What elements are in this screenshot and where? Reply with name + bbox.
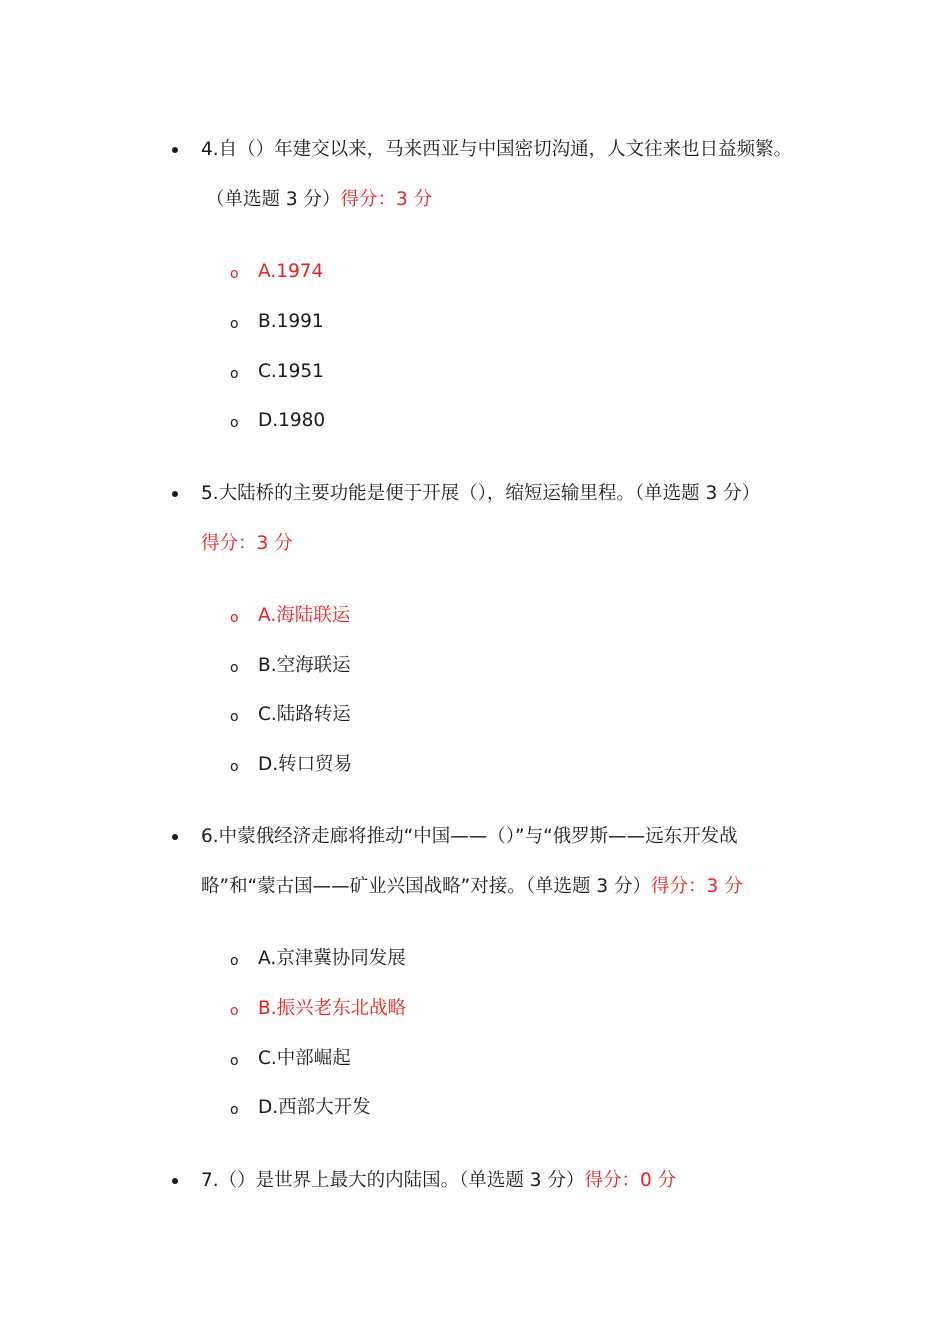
bullet-icon: [170, 137, 180, 163]
option-label: D.转口贸易: [258, 754, 353, 775]
option-b[interactable]: [0, 996, 950, 1022]
option-c[interactable]: [0, 702, 950, 728]
circle-bullet-icon: o: [230, 1053, 239, 1069]
option-label: B.振兴老东北战略: [258, 998, 407, 1019]
option-b[interactable]: [0, 653, 950, 679]
circle-bullet-icon: o: [230, 415, 239, 431]
question-text: 5.大陆桥的主要功能是便于开展（），缩短运输里程。（单选题 3 分）: [201, 483, 761, 504]
circle-bullet-icon: o: [230, 610, 239, 626]
question-score: 得分：3 分: [651, 876, 743, 897]
circle-bullet-icon: o: [230, 316, 239, 332]
circle-bullet-icon: o: [230, 366, 239, 382]
option-label: D.1980: [258, 410, 326, 431]
option-a[interactable]: [0, 603, 950, 629]
question-text-cont: 略”和“蒙古国——矿业兴国战略”对接。（单选题 3 分）: [201, 876, 652, 897]
circle-bullet-icon: o: [230, 660, 239, 676]
circle-bullet-icon: o: [230, 709, 239, 725]
circle-bullet-icon: o: [230, 266, 239, 282]
option-a[interactable]: [0, 946, 950, 972]
option-a[interactable]: [0, 259, 950, 285]
option-label: B.空海联运: [258, 655, 351, 676]
option-label: B.1991: [258, 311, 324, 332]
question-score: 得分：3 分: [340, 189, 433, 210]
option-c[interactable]: [0, 1046, 950, 1072]
circle-bullet-icon: o: [230, 1102, 239, 1118]
question-meta: [201, 874, 743, 900]
option-label: C.1951: [258, 361, 324, 382]
question-type: （单选题 3 分）: [206, 189, 341, 210]
circle-bullet-icon: o: [230, 759, 239, 775]
option-label: A.京津冀协同发展: [258, 948, 406, 969]
circle-bullet-icon: o: [230, 1003, 239, 1019]
option-c[interactable]: [0, 359, 950, 385]
question-text: 6.中蒙俄经济走廊将推动“中国——（）”与“俄罗斯——远东开发战: [201, 826, 738, 847]
question-text: 7.（）是世界上最大的内陆国。（单选题 3 分）: [201, 1170, 585, 1191]
option-label: A.1974: [258, 261, 324, 282]
question-text: 4.自（）年建交以来，马来西亚与中国密切沟通，人文往来也日益频繁。: [201, 139, 793, 160]
option-b[interactable]: [0, 309, 950, 335]
option-label: A.海陆联运: [258, 605, 351, 626]
question-meta: [201, 1168, 676, 1194]
option-label: D.西部大开发: [258, 1097, 371, 1118]
option-d[interactable]: [0, 1095, 950, 1121]
option-d[interactable]: [0, 408, 950, 434]
option-d[interactable]: [0, 752, 950, 778]
bullet-icon: [170, 824, 180, 850]
question-score: 得分：0 分: [584, 1170, 677, 1191]
question-score: 得分：3 分: [201, 533, 293, 554]
option-label: C.陆路转运: [258, 704, 351, 725]
circle-bullet-icon: o: [230, 953, 239, 969]
option-label: C.中部崛起: [258, 1048, 351, 1069]
bullet-icon: [170, 1168, 180, 1194]
question-meta: [206, 187, 432, 213]
bullet-icon: [170, 481, 180, 507]
